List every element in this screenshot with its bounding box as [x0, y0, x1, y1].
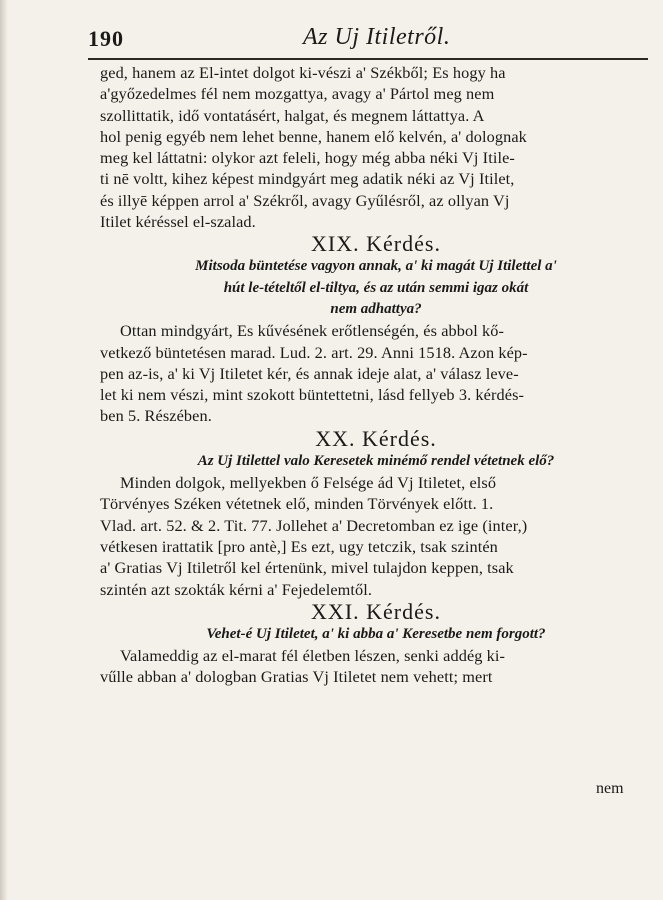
text-line: Itilet kéréssel el-szalad. — [100, 212, 256, 232]
question-line: nem adhattya? — [330, 300, 422, 317]
running-head: Az Uj Itiletről. — [303, 24, 451, 50]
catch-word: nem — [596, 780, 624, 797]
text-line: a' Gratias Vj Itiletről kel értenünk, mivel tulajdon keppen, tsak — [100, 558, 514, 578]
text-line: ged, hanem az El-intet dolgot ki-vészi a' Székből; Es hogy ha — [100, 63, 506, 82]
page-gutter-shadow — [0, 0, 8, 900]
text-line: Vlad. art. 52. & 2. Tit. 77. Jollehet a' Decretomban ez ige (inter,) — [100, 515, 528, 535]
text-line: ti nē voltt, kihez képest mindgyárt meg adatik néki az Vj Itilet, — [100, 169, 515, 189]
page-header — [88, 20, 648, 56]
question-line: Vehet-é Uj Itiletet, a' ki abba a' Keresetbe nem forgott? — [206, 625, 546, 642]
text-line: ben 5. Részében. — [100, 406, 212, 426]
body-text — [100, 62, 652, 688]
question-number-heading: XIX. Kérdés. — [311, 232, 441, 257]
question-number-heading: XX. Kérdés. — [315, 426, 437, 451]
text-line: vűlle abban a' dologban Gratias Vj Itiletet nem vehett; mert — [100, 667, 493, 687]
paragraph — [100, 320, 652, 426]
question-line: Mitsoda büntetése vagyon annak, a' ki magát Uj Itilettel a' — [195, 258, 557, 275]
text-line: pen az-is, a' ki Vj Itiletet kér, és annak ideje alat, a' válasz leve- — [100, 363, 519, 383]
text-line: a'győzedelmes fél nem mozgattya, avagy a' Pártol meg nem — [100, 84, 495, 104]
question-text — [100, 256, 652, 320]
question-text — [100, 451, 652, 472]
question-text — [100, 624, 652, 645]
paragraph — [100, 62, 652, 232]
text-line: szollittatik, idő vontatásért, halgat, és megnem láttattya. A — [100, 105, 485, 125]
text-line: let ki nem vészi, mint szokott büntettetni, lásd fellyeb 3. kérdés- — [100, 385, 525, 405]
page-number: 190 — [88, 26, 124, 51]
question-line: Az Uj Itilettel valo Keresetek minémő rendel vétetnek elő? — [197, 452, 555, 469]
text-line: Törvényes Széken vétetnek elő, minden Törvények előtt. 1. — [100, 494, 494, 514]
text-line: meg kel láttatni: olykor azt feleli, hogy még abba néki Vj Itile- — [100, 148, 515, 168]
text-line: szintén azt szokták kérni a' Fejedelemtől. — [100, 579, 373, 599]
text-line: vetkező büntetésen marad. Lud. 2. art. 29. Anni 1518. Azon kép- — [100, 342, 528, 362]
question-line: hút le-tételtől el-tiltya, és az után semmi igaz okát — [223, 279, 529, 296]
text-line: Ottan mindgyárt, Es kűvésének erőtlenségén, és abbol kő- — [120, 321, 505, 341]
paragraph — [100, 472, 652, 600]
text-line: Minden dolgok, mellyekben ő Felsége ád Vj Itiletet, első — [120, 473, 497, 493]
text-line: és illyē képpen arrol a' Székről, avagy Gyűlésről, az ollyan Vj — [100, 190, 510, 210]
paragraph — [100, 645, 652, 688]
text-line: vétkesen irattatik [pro antè,] Es ezt, ugy tetczik, tsak szintén — [100, 536, 498, 556]
text-line: Valameddig az el-marat fél életben lészen, senki addég ki- — [120, 646, 506, 666]
question-number-heading: XXI. Kérdés. — [311, 599, 441, 624]
header-rule — [88, 58, 648, 60]
text-line: hol penig egyéb nem lehet benne, hanem elő kelvén, a' dolognak — [100, 126, 527, 146]
